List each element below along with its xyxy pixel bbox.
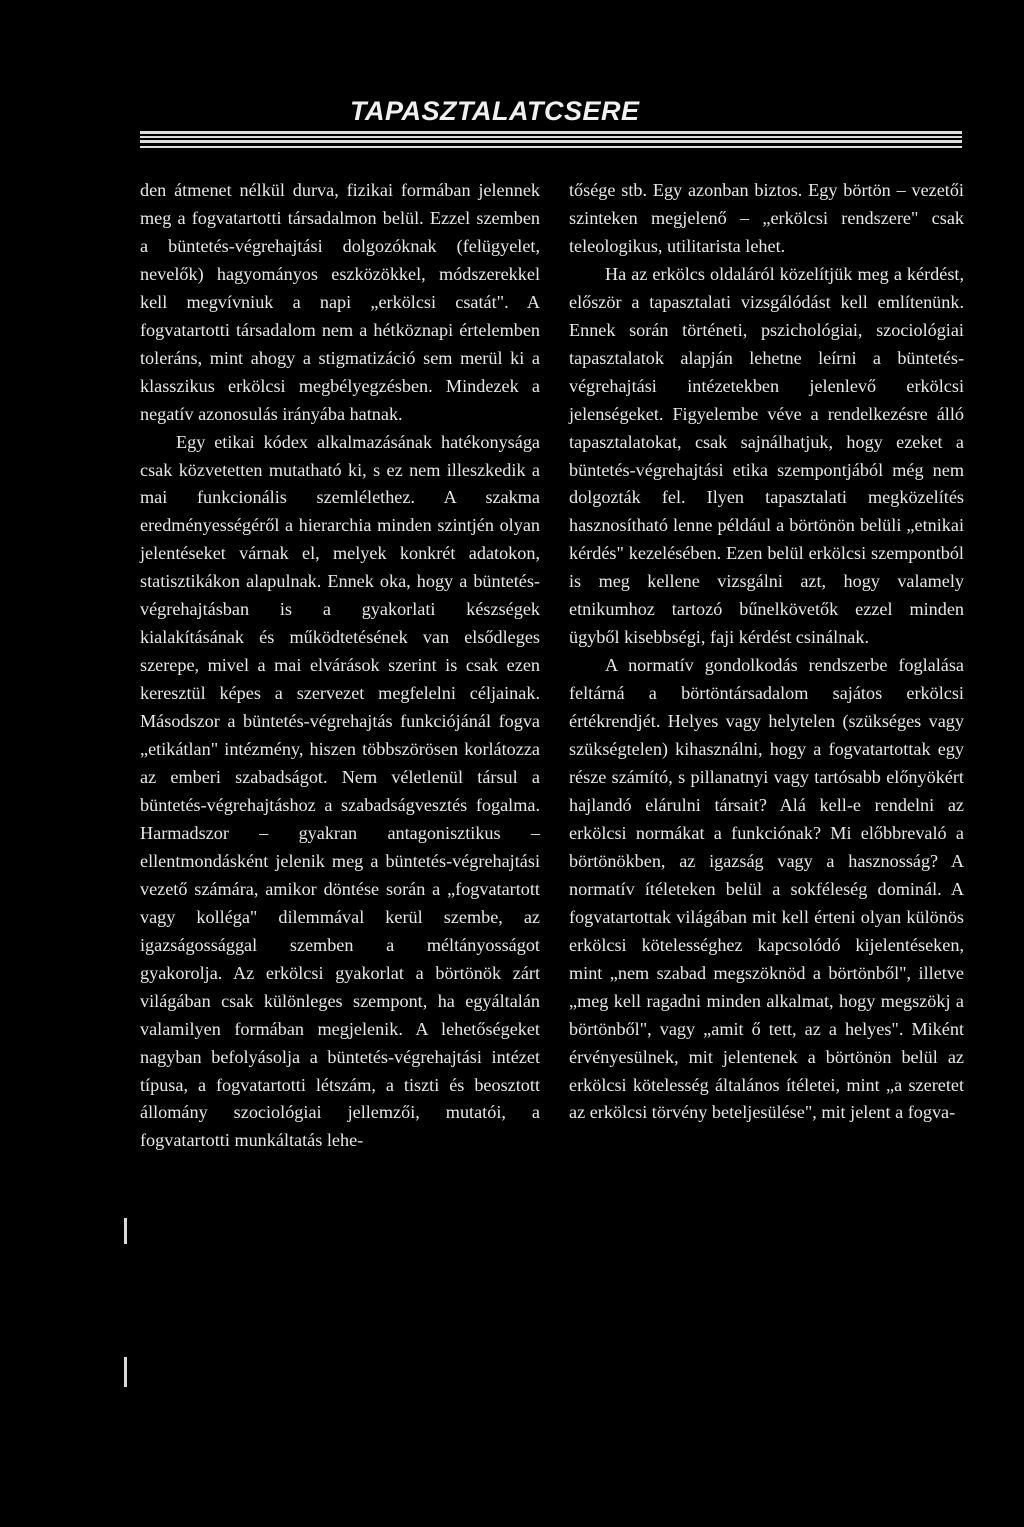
header-rule-3: [140, 140, 962, 143]
header-rule-4: [140, 146, 962, 148]
right-text-column: [569, 177, 964, 1127]
section-header-title: TAPASZTALATCSERE: [350, 96, 640, 126]
margin-change-bar: [124, 1357, 127, 1387]
header-rule-1: [140, 131, 962, 134]
paragraph: A normatív gondolkodás rendszerbe foglalása feltárná a börtöntársadalom sajátos erkölcsi értékrendjét. Helyes vagy helytelen (szükséges vagy szükségtelen) kihasználni, hogy a fogvatartottak egy része számító, s pillanatnyi vagy tartósabb előnyökért hajlandó elárulni társait? Alá kell-e rendelni az erkölcsi normákat a funkciónak? Mi előbbrevaló a börtönökben, az igazság vagy a hasznosság? A normatív ítéleteken belül a sokféleség dominál. A fogvatartottak világában mit kell érteni olyan különös erkölcsi kötelességhez kapcsolódó kijelentéseken, mint „nem szabad megszöknöd a börtönből", illetve „meg kell ragadni minden alkalmat, hogy megszökj a börtönből", vagy „amit ő tett, az a helyes". Miként érvényesülnek, mit jelentenek a börtönön belül az erkölcsi kötelesség általános ítéletei, mint „a szeretet az erkölcsi törvény beteljesülése", mit jelent a fogva-: [569, 655, 964, 1123]
paragraph: tősége stb. Egy azonban biztos. Egy börtön – vezetői szinteken megjelenő – „erkölcsi rendszere" csak teleologikus, utilitarista lehet.: [569, 180, 964, 256]
header-rule-2: [140, 136, 962, 138]
paragraph: den átmenet nélkül durva, fizikai formában jelennek meg a fogvatartotti társadalmon belül. Ezzel szemben a büntetés-végrehajtási dolgozóknak (felügyelet, nevelők) hagyományos eszközökkel, módszerekkel kell megvívniuk a napi „erkölcsi csatát". A fogvatartotti társadalom nem a hétköznapi értelemben toleráns, mint ahogy a stigmatizáció sem merül ki a klasszikus erkölcsi megbélyegzésben. Mindezek a negatív azonosulás irányába hatnak.: [140, 180, 540, 424]
left-text-column: [140, 177, 540, 1155]
paragraph: Egy etikai kódex alkalmazásának hatékonysága csak közvetetten mutatható ki, s ez nem illeszkedik a mai funkcionális szemlélethez. A szakma eredményességéről a hierarchia minden szintjén olyan jelentéseket várnak el, melyek konkrét adatokon, statisztikákon alapulnak. Ennek oka, hogy a büntetés-végrehajtásban is a gyakorlati készségek kialakításának és működtetésének van elsődleges szerepe, mivel a mai elvárások szerint is csak ezen keresztül képes a szervezet megfelelni céljainak. Másodszor a büntetés-végrehajtás funkciójánál fogva „etikátlan" intézmény, hiszen többszörösen korlátozza az emberi szabadságot. Nem véletlenül társul a büntetés-végrehajtáshoz a szabadságvesztés fogalma. Harmadszor – gyakran antagonisztikus – ellentmondásként jelenik meg a büntetés-végrehajtási vezető számára, amikor döntése során a „fogvatartott vagy kolléga" dilemmával kerül szembe, az igazságossággal szemben a méltányosságot gyakorolja. Az erkölcsi gyakorlat a börtönök zárt világában csak különleges szempont, ha egyáltalán valamilyen formában megjelenik. A lehetőségeket nagyban befolyásolja a büntetés-végrehajtási intézet típusa, a fogvatartotti létszám, a tiszti és beosztott állomány szociológiai jellemzői, mutatói, a fogvatartotti munkáltatás lehe-: [140, 431, 540, 1151]
margin-change-bar: [124, 1218, 127, 1244]
paragraph: Ha az erkölcs oldaláról közelítjük meg a kérdést, először a tapasztalati vizsgálódást kell említenünk. Ennek során történeti, pszichológiai, szociológiai tapasztalatok alapján lehetne leírni a büntetés-végrehajtási intézetekben jelenlevő erkölcsi jelenségeket. Figyelembe véve a rendelkezésre álló tapasztalatokat, csak sajnálhatjuk, hogy ezeket a büntetés-végrehajtási etika szempontjából még nem dolgozták fel. Ilyen tapasztalati megközelítés hasznosítható lenne például a börtönön belüli „etnikai kérdés" kezelésében. Ezen belül erkölcsi szempontból is meg kellene vizsgálni azt, hogy valamely etnikumhoz tartozó bűnelkövetők ezzel minden ügyből kisebbségi, faji kérdést csinálnak.: [569, 263, 964, 648]
